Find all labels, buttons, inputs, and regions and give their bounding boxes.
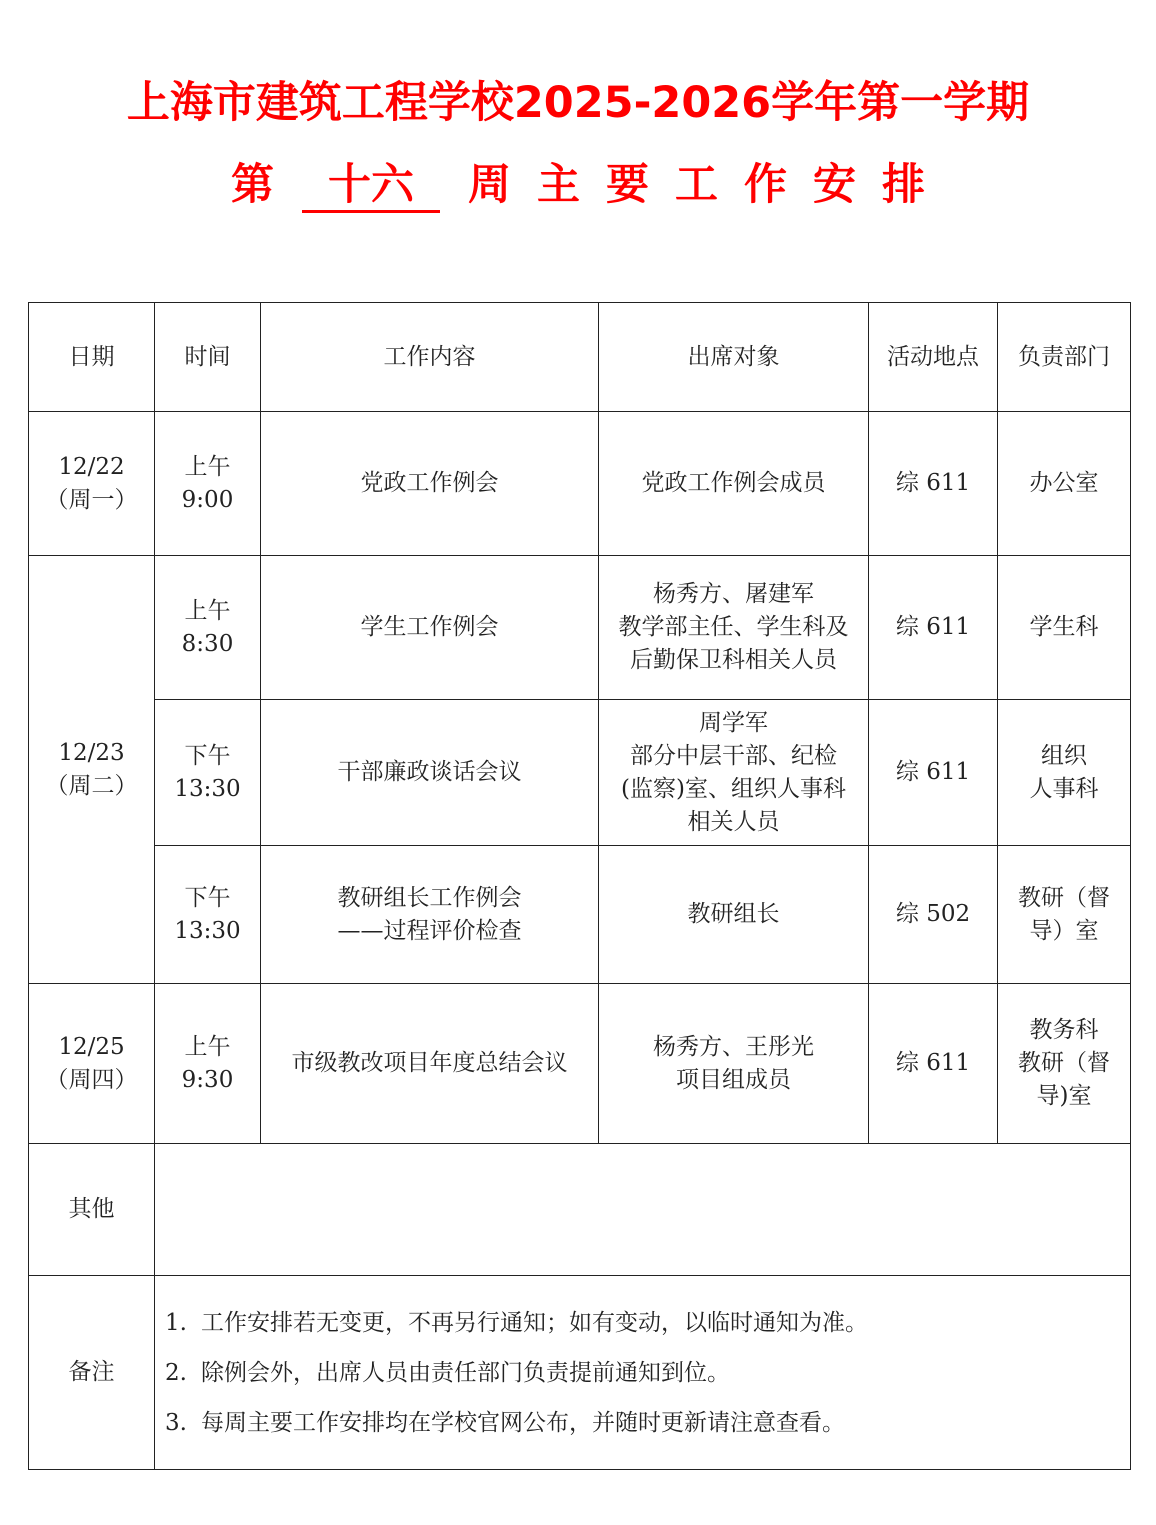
- department-text: 导)室: [1036, 1083, 1092, 1109]
- time-text: 9:30: [181, 1066, 234, 1093]
- department-text: 导）室: [1029, 917, 1099, 944]
- note-item: [165, 1298, 1120, 1348]
- date-text: （周二）: [45, 772, 138, 799]
- attendees-text: 项目组成员: [676, 1066, 791, 1093]
- date-text: （周四）: [45, 1066, 138, 1093]
- week-number: 十六: [302, 160, 440, 213]
- date-cell: [29, 984, 155, 1144]
- time-text: 13:30: [174, 917, 241, 944]
- other-label: 其他: [29, 1144, 155, 1276]
- time-text: 13:30: [174, 775, 241, 802]
- notes-row: [29, 1276, 1131, 1470]
- date-cell: [29, 556, 155, 984]
- date-text: 12/22: [58, 453, 125, 480]
- location-cell: 综 502: [869, 846, 998, 984]
- subtitle-char: 周: [468, 160, 511, 210]
- attendees-text: 后勤保卫科相关人员: [630, 647, 837, 673]
- department-text: 教研（督: [1018, 884, 1110, 911]
- column-header-location: 活动地点: [869, 303, 998, 412]
- note-text: 工作安排若无变更，不再另行通知；如有变动，以临时通知为准。: [200, 1309, 868, 1336]
- time-cell: [155, 412, 261, 556]
- table-row: [29, 846, 1131, 984]
- attendees-text: 部分中层干部、纪检: [630, 742, 837, 769]
- attendees-cell: [599, 556, 869, 700]
- other-row: [29, 1144, 1131, 1276]
- attendees-cell: [599, 984, 869, 1144]
- content-cell: [261, 556, 599, 700]
- date-text: 12/23: [58, 739, 125, 766]
- content-text: 学生工作例会: [360, 614, 499, 640]
- note-item: [165, 1348, 1120, 1398]
- department-cell: [998, 846, 1131, 984]
- column-header-content: 工作内容: [261, 303, 599, 412]
- subtitle-char: 工: [675, 160, 718, 210]
- note-text: 除例会外，出席人员由责任部门负责提前通知到位。: [200, 1359, 730, 1386]
- date-cell: [29, 412, 155, 556]
- content-text: 干部廉政谈话会议: [337, 759, 522, 785]
- department-text: 教研（督: [1018, 1050, 1110, 1076]
- department-text: 组织: [1041, 742, 1087, 769]
- department-text: 办公室: [1029, 470, 1099, 496]
- time-text: 下午: [184, 884, 231, 911]
- note-number: 3.: [165, 1409, 187, 1436]
- location-cell: 综 611: [869, 412, 998, 556]
- other-content: [155, 1144, 1131, 1276]
- notes-content: [155, 1276, 1131, 1470]
- time-cell: [155, 984, 261, 1144]
- schedule-table: [28, 302, 1131, 1470]
- content-text: ——过程评价检查: [337, 917, 522, 944]
- page-title: 上海市建筑工程学校2025-2026学年第一学期: [126, 78, 1030, 128]
- attendees-cell: [599, 700, 869, 846]
- location-cell: 综 611: [869, 556, 998, 700]
- table-row: [29, 700, 1131, 846]
- time-text: 上午: [184, 597, 231, 624]
- date-text: （周一）: [45, 486, 138, 513]
- content-cell: [261, 984, 599, 1144]
- subtitle-prefix: 第: [231, 160, 274, 210]
- attendees-text: 杨秀方、屠建军: [653, 581, 814, 607]
- attendees-cell: [599, 846, 869, 984]
- attendees-text: 相关人员: [687, 808, 780, 835]
- attendees-text: 杨秀方、王彤光: [653, 1033, 814, 1060]
- table-row: [29, 556, 1131, 700]
- attendees-text: 教学部主任、学生科及: [618, 614, 849, 640]
- column-header-attendees: 出席对象: [599, 303, 869, 412]
- subtitle-char: 主: [537, 160, 580, 210]
- content-text: 教研组长工作例会: [337, 884, 522, 911]
- time-text: 下午: [184, 742, 231, 769]
- content-cell: [261, 412, 599, 556]
- subtitle-char: 安: [813, 160, 856, 210]
- department-text: 人事科: [1029, 775, 1099, 802]
- time-cell: [155, 556, 261, 700]
- page-subtitle: [0, 152, 1156, 218]
- location-cell: 综 611: [869, 700, 998, 846]
- subtitle-char: 排: [882, 160, 925, 210]
- time-text: 9:00: [181, 486, 234, 513]
- subtitle-char: 要: [606, 160, 649, 210]
- note-text: 每周主要工作安排均在学校官网公布，并随时更新请注意查看。: [200, 1409, 845, 1436]
- time-text: 上午: [184, 453, 231, 480]
- header-row: [29, 303, 1131, 412]
- attendees-text: 党政工作例会成员: [641, 470, 826, 496]
- content-cell: [261, 846, 599, 984]
- table-row: [29, 412, 1131, 556]
- department-cell: [998, 984, 1131, 1144]
- attendees-text: 周学军: [699, 709, 768, 736]
- attendees-text: (监察)室、组织人事科: [621, 775, 846, 802]
- date-text: 12/25: [58, 1033, 125, 1060]
- column-header-department: 负责部门: [998, 303, 1131, 412]
- content-text: 市级教改项目年度总结会议: [291, 1050, 568, 1076]
- department-text: 学生科: [1029, 614, 1099, 640]
- time-cell: [155, 846, 261, 984]
- column-header-time: 时间: [155, 303, 261, 412]
- time-cell: [155, 700, 261, 846]
- department-cell: [998, 412, 1131, 556]
- table-row: [29, 984, 1131, 1144]
- department-text: 教务科: [1029, 1017, 1099, 1043]
- subtitle-suffix: [468, 160, 925, 210]
- note-number: 1.: [165, 1309, 187, 1336]
- time-text: 8:30: [181, 630, 234, 657]
- attendees-text: 教研组长: [687, 901, 780, 927]
- note-number: 2.: [165, 1359, 187, 1386]
- time-text: 上午: [184, 1033, 231, 1060]
- department-cell: [998, 556, 1131, 700]
- location-cell: 综 611: [869, 984, 998, 1144]
- notes-label: 备注: [29, 1276, 155, 1470]
- attendees-cell: [599, 412, 869, 556]
- content-cell: [261, 700, 599, 846]
- note-item: [165, 1398, 1120, 1448]
- department-cell: [998, 700, 1131, 846]
- subtitle-char: 作: [744, 160, 787, 210]
- column-header-date: 日期: [29, 303, 155, 412]
- content-text: 党政工作例会: [360, 470, 499, 496]
